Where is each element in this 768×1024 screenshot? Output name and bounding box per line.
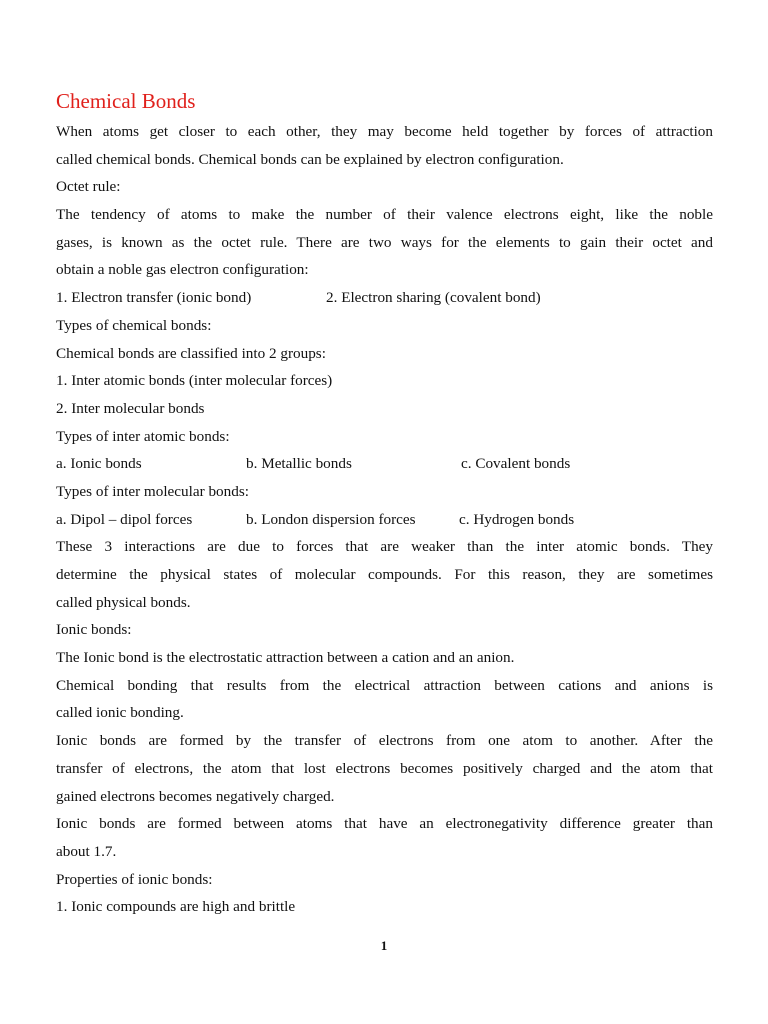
ionic-line: Chemical bonding that results from the electrical attraction between cations and anions is xyxy=(56,676,713,694)
types-heading: Types of chemical bonds: xyxy=(56,316,212,334)
inter-molecular-item: a. Dipol – dipol forces xyxy=(56,510,193,528)
inter-atomic-heading: Types of inter atomic bonds: xyxy=(56,427,230,445)
document-page xyxy=(56,84,713,921)
inter-atomic-item: a. Ionic bonds xyxy=(56,455,142,473)
octet-line: gases, is known as the octet rule. There are two ways for the elements to gain their octet and xyxy=(56,233,713,251)
ionic-line: The Ionic bond is the electrostatic attraction between a cation and an anion. xyxy=(56,649,515,667)
octet-ways-row xyxy=(56,284,713,312)
inter-molecular-line: These 3 interactions are due to forces that are weaker than the inter atomic bonds. They xyxy=(56,538,713,556)
ionic-line: Ionic bonds are formed by the transfer of electrons from one atom to another. After the xyxy=(56,732,713,750)
inter-molecular-row xyxy=(56,506,713,534)
intro-line: called chemical bonds. Chemical bonds can be explained by electron configuration. xyxy=(56,150,564,168)
page-title: Chemical Bonds xyxy=(56,89,196,113)
page-number: 1 xyxy=(380,938,388,953)
ionic-heading: Ionic bonds: xyxy=(56,621,132,639)
ionic-line: about 1.7. xyxy=(56,842,117,860)
inter-atomic-item: b. Metallic bonds xyxy=(246,455,352,473)
inter-atomic-item: c. Covalent bonds xyxy=(461,455,571,473)
ionic-line: gained electrons becomes negatively charged. xyxy=(56,787,335,805)
inter-molecular-heading: Types of inter molecular bonds: xyxy=(56,482,249,500)
octet-line: obtain a noble gas electron configuration: xyxy=(56,261,309,279)
inter-atomic-row xyxy=(56,450,713,478)
ionic-line: Ionic bonds are formed between atoms that have an electronegativity difference greater than xyxy=(56,815,713,833)
ionic-line: transfer of electrons, the atom that lost electrons becomes positively charged and the atom that xyxy=(56,759,713,777)
properties-heading: Properties of ionic bonds: xyxy=(56,870,213,888)
octet-line: The tendency of atoms to make the number of their valence electrons eight, like the noble xyxy=(56,206,713,224)
inter-molecular-line: called physical bonds. xyxy=(56,593,191,611)
ionic-line: called ionic bonding. xyxy=(56,704,184,722)
properties-item: 1. Ionic compounds are high and brittle xyxy=(56,898,296,916)
inter-molecular-line: determine the physical states of molecular compounds. For this reason, they are sometimes xyxy=(56,566,713,583)
octet-way-item: 1. Electron transfer (ionic bond) xyxy=(56,289,252,307)
types-line: Chemical bonds are classified into 2 groups: xyxy=(56,344,326,362)
inter-molecular-item: c. Hydrogen bonds xyxy=(459,510,575,528)
octet-heading: Octet rule: xyxy=(56,178,121,196)
inter-molecular-item: b. London dispersion forces xyxy=(246,510,416,528)
intro-line: When atoms get closer to each other, they may become held together by forces of attraction xyxy=(56,123,713,140)
octet-way-item: 2. Electron sharing (covalent bond) xyxy=(326,289,541,307)
types-line: 2. Inter molecular bonds xyxy=(56,399,205,417)
types-line: 1. Inter atomic bonds (inter molecular forces) xyxy=(56,372,333,390)
